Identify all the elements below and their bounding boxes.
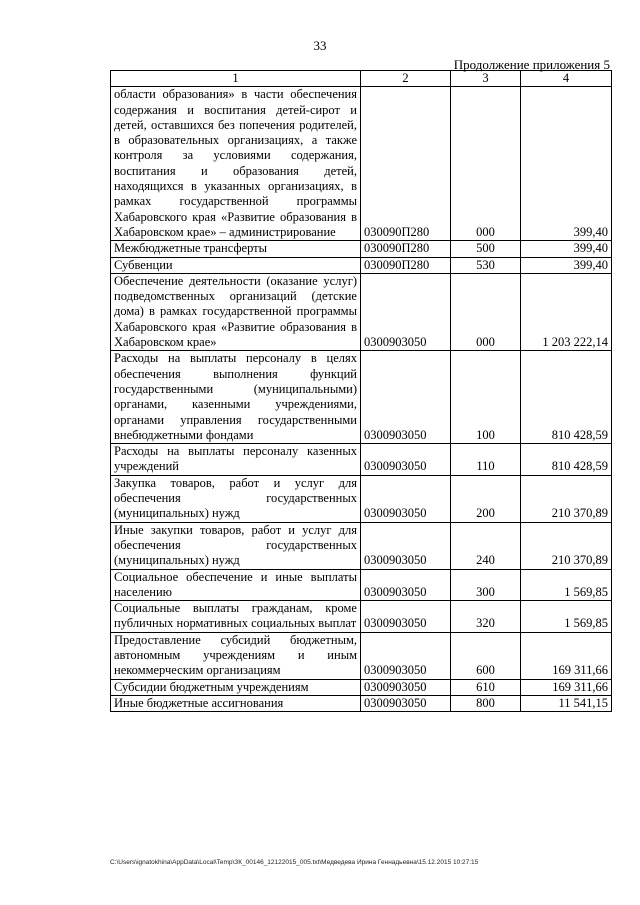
table-row [111, 351, 612, 444]
row-kvr: 800 [451, 695, 521, 711]
row-name: Обеспечение деятельности (оказание услуг) подведомственных организаций (детские дома) в рамках государственной программы Хабаровского края «Развитие образования в Хабаровском крае» [111, 273, 361, 350]
row-kvr: 240 [451, 522, 521, 569]
row-amount: 399,40 [521, 257, 612, 273]
row-name: Социальное обеспечение и иные выплаты населению [111, 569, 361, 601]
row-kvr: 300 [451, 569, 521, 601]
row-code: 0300903050 [361, 695, 451, 711]
table-row [111, 632, 612, 679]
table-row [111, 444, 612, 476]
budget-table [110, 70, 612, 712]
row-amount: 169 311,66 [521, 679, 612, 695]
row-name: Закупка товаров, работ и услуг для обеспечения государственных (муниципальных) нужд [111, 475, 361, 522]
row-name: Субсидии бюджетным учреждениям [111, 679, 361, 695]
row-code: 0300903050 [361, 475, 451, 522]
page-number: 33 [313, 38, 327, 53]
row-amount: 810 428,59 [521, 444, 612, 476]
table-row [111, 679, 612, 695]
row-kvr: 100 [451, 351, 521, 444]
row-code: 0300903050 [361, 351, 451, 444]
row-amount: 210 370,89 [521, 475, 612, 522]
row-amount: 1 203 222,14 [521, 273, 612, 350]
row-code: 0300903050 [361, 522, 451, 569]
row-amount: 1 569,85 [521, 601, 612, 633]
table-row [111, 601, 612, 633]
row-name: Предоставление субсидий бюджетным, автономным учреждениям и иным некоммерческим организациям [111, 632, 361, 679]
row-code: 0300903050 [361, 273, 451, 350]
table-row [111, 569, 612, 601]
row-kvr: 500 [451, 241, 521, 257]
row-amount: 1 569,85 [521, 569, 612, 601]
row-code: 0300903050 [361, 632, 451, 679]
row-amount: 399,40 [521, 241, 612, 257]
header-col-2: 2 [361, 71, 451, 87]
row-kvr: 000 [451, 273, 521, 350]
row-amount: 399,40 [521, 87, 612, 241]
row-code: 030090П280 [361, 87, 451, 241]
row-name: Расходы на выплаты персоналу казенных учреждений [111, 444, 361, 476]
row-name: Межбюджетные трансферты [111, 241, 361, 257]
row-kvr: 320 [451, 601, 521, 633]
table-row [111, 241, 612, 257]
row-kvr: 200 [451, 475, 521, 522]
table-row [111, 522, 612, 569]
table-row [111, 475, 612, 522]
header-row [111, 71, 612, 87]
file-path-footer: C:\Users\ignatokhina\AppData\Local\Temp\ЗК_00146_12122015_005.txt\Медведева Ирина Геннадьевна\15.12.2015 10:27:15 [110, 859, 479, 866]
row-name: области образования» в части обеспечения содержания и воспитания детей-сирот и детей, оставшихся без попечения родителей, в образовательных организациях, а также контроля за условиями содержания, воспитания и образования детей, находящихся в указанных организациях, в рамках государственной программы Хабаровского края «Развитие образования в Хабаровском крае» – администрирование [111, 87, 361, 241]
row-name: Иные бюджетные ассигнования [111, 695, 361, 711]
row-name: Иные закупки товаров, работ и услуг для обеспечения государственных (муниципальных) нужд [111, 522, 361, 569]
table-row [111, 257, 612, 273]
row-kvr: 000 [451, 87, 521, 241]
row-code: 0300903050 [361, 601, 451, 633]
row-kvr: 530 [451, 257, 521, 273]
row-kvr: 610 [451, 679, 521, 695]
row-amount: 169 311,66 [521, 632, 612, 679]
row-code: 030090П280 [361, 241, 451, 257]
table-row [111, 273, 612, 350]
row-name: Социальные выплаты гражданам, кроме публичных нормативных социальных выплат [111, 601, 361, 633]
row-code: 0300903050 [361, 679, 451, 695]
table-row [111, 695, 612, 711]
row-code: 0300903050 [361, 569, 451, 601]
header-col-1: 1 [111, 71, 361, 87]
row-amount: 210 370,89 [521, 522, 612, 569]
header-col-3: 3 [451, 71, 521, 87]
row-kvr: 600 [451, 632, 521, 679]
header-col-4: 4 [521, 71, 612, 87]
row-amount: 11 541,15 [521, 695, 612, 711]
row-name: Субвенции [111, 257, 361, 273]
row-kvr: 110 [451, 444, 521, 476]
row-code: 030090П280 [361, 257, 451, 273]
continuation-label: Продолжение приложения 5 [453, 57, 610, 72]
table-row [111, 87, 612, 241]
row-code: 0300903050 [361, 444, 451, 476]
row-name: Расходы на выплаты персоналу в целях обеспечения выполнения функций государственными (муниципальными) органами, казенными учреждениями, органами управления государственными внебюджетными фондами [111, 351, 361, 444]
row-amount: 810 428,59 [521, 351, 612, 444]
